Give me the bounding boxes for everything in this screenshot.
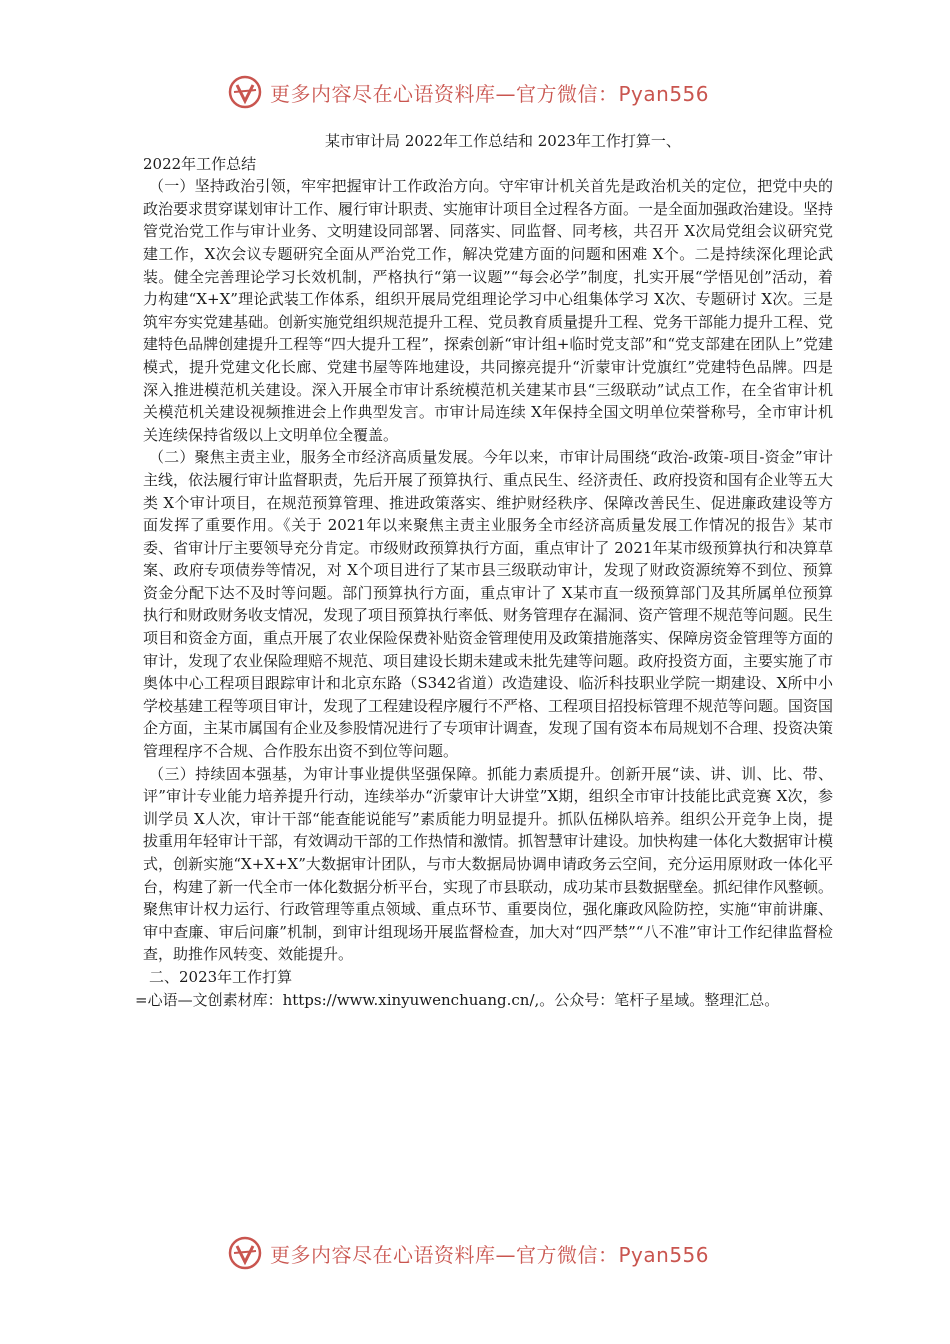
paragraph: （三）持续固本强基，为审计事业提供坚强保障。抓能力素质提升。创新开展“读、讲、训、比、带、评”审计专业能力培养提升行动，连续举办“沂蒙审计大讲堂”X期，组织全市审计技能比武竞赛 X次，参训学员 X人次，审计干部“能查能说能写”素质能力明显提升。抓队伍梯队培养。组织公开竞争上岗，提拔重用年轻审计干部，有效调动干部的工作热情和激情。抓智慧审计建设。加快构建一体化大数据审计模式，创新实施“X+X+X”大数据审计团队，与市大数据局协调申请政务云空间，充分运用原财政一体化平台，构建了新一代全市一体化数据分析平台，实现了市县联动，成功某市县数据壁垒。抓纪律作风整顿。聚焦审计权力运行、行政管理等重点领域、重点环节、重要岗位，强化廉政风险防控，实施“审前讲廉、审中查廉、审后问廉”机制，到审计组现场开展监督检查，加大对“四严禁”“八不准”审计工作纪律监督检查，助推作风转变、效能提升。 — [143, 764, 834, 964]
section-heading: 二、2023年工作打算 — [149, 967, 293, 986]
source-note: =心语—文创素材库：https://www.xinyuwenchuang.cn/,。公众号：笔杆子星域。整理汇总。 — [135, 990, 780, 1009]
document-body — [135, 130, 834, 1011]
header-banner — [228, 72, 709, 112]
banner-text: 更多内容尽在心语资料库—官方微信：Pyan556 — [270, 81, 710, 106]
section-heading: 2022年工作总结 — [143, 154, 257, 173]
paragraph: （一）坚持政治引领，牢牢把握审计工作政治方向。守牢审计机关首先是政治机关的定位，把党中央的政治要求贯穿谋划审计工作、履行审计职责、实施审计项目全过程各方面。一是全面加强政治建设。坚持管党治党工作与审计业务、文明建设同部署、同落实、同监督、同考核，共召开 X次局党组会议研究党建工作，X次会议专题研究全面从严治党工作，解决党建方面的问题和困难 X个。二是持续深化理论武装。健全完善理论学习长效机制，严格执行“第一议题”“每会必学”制度，扎实开展“学悟见创”活动，着力构建“X+X”理论武装工作体系，组织开展局党组理论学习中心组集体学习 X次、专题研讨 X次。三是筑牢夯实党建基础。创新实施党组织规范提升工程、党员教育质量提升工程、党务干部能力提升工程、党建特色品牌创建提升工程等“四大提升工程”，探索创新“审计组+临时党支部”和“党支部建在团队上”党建模式，提升党建文化长廊、党建书屋等阵地建设，共同擦亮提升“沂蒙审计党旗红”党建特色品牌。四是深入推进模范机关建设。深入开展全市审计系统模范机关建某市县“三级联动”试点工作，在全省审计机关模范机关建设视频推进会上作典型发言。市审计局连续 X年保持全国文明单位荣誉称号，全市审计机关连续保持省级以上文明单位全覆盖。 — [143, 177, 834, 444]
logo-icon — [228, 75, 262, 109]
logo-icon — [228, 1236, 262, 1270]
paragraph: （二）聚焦主责主业，服务全市经济高质量发展。今年以来，市审计局围绕“政治-政策-项目-资金”审计主线，依法履行审计监督职责，先后开展了预算执行、重点民生、经济责任、政府投资和国有企业等五大类 X个审计项目，在规范预算管理、推进政策落实、维护财经秩序、保障改善民生、促进廉政建设等方面发挥了重要作用。《关于 2021年以来聚焦主责主业服务全市经济高质量发展工作情况的报告》某市委、省审计厅主要领导充分肯定。市级财政预算执行方面，重点审计了 2021年某市级预算执行和决算草案、政府专项债券等情况，对 X个项目进行了某市县三级联动审计，发现了财政资源统筹不到位、预算资金分配下达不及时等问题。部门预算执行方面，重点审计了 X某市直一级预算部门及其所属单位预算执行和财政财务收支情况，发现了项目预算执行率低、财务管理存在漏洞、资产管理不规范等问题。民生项目和资金方面，重点开展了农业保险保费补贴资金管理使用及政策措施落实、保障房资金管理等方面的审计，发现了农业保险理赔不规范、项目建设长期未建或未批先建等问题。政府投资方面，主要实施了市奥体中心工程项目跟踪审计和北京东路（S342省道）改造建设、临沂科技职业学院一期建设、X所中小学校基建工程等项目审计，发现了工程建设程序履行不严格、工程项目招投标管理不规范等问题。国资国企方面，主某市属国有企业及参股情况进行了专项审计调查，发现了国有资本布局规划不合理、投资决策管理程序不合规、合作股东出资不到位等问题。 — [143, 448, 834, 761]
banner-text: 更多内容尽在心语资料库—官方微信：Pyan556 — [270, 1242, 710, 1267]
document-title: 某市审计局 2022年工作总结和 2023年工作打算一、 — [325, 132, 681, 150]
footer-banner — [228, 1233, 709, 1273]
